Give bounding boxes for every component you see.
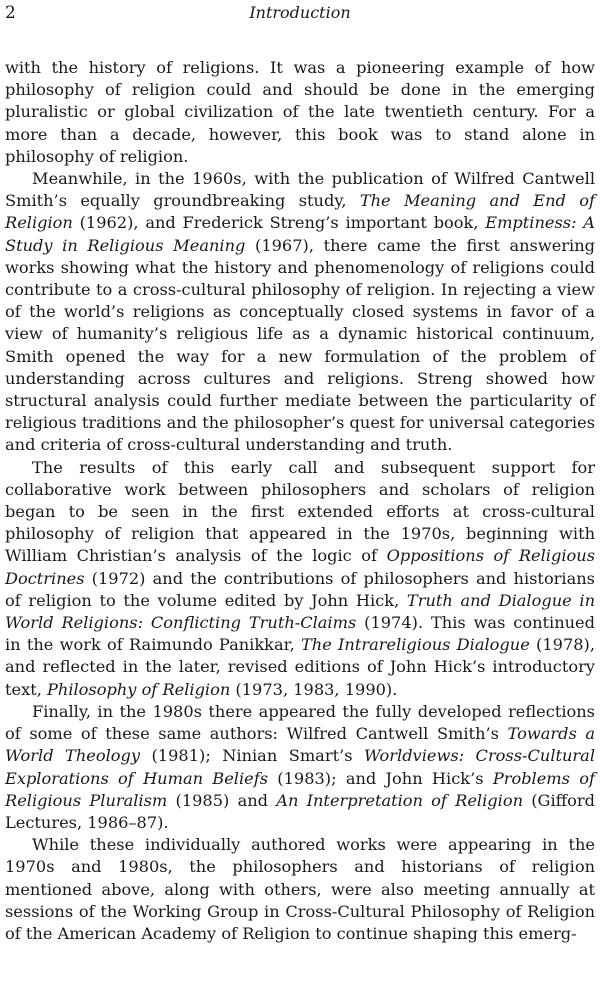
work-title: Oppositions of Religious Doctrines [5, 546, 595, 588]
paragraph [5, 168, 595, 457]
text-run: with the history of religions. It was a pioneering example of how philosophy of religion could and should be done in the emerging pluralistic or global civilization of the late twentieth century. For a more than a decade, however, this book was to stand alone in philosophy of religion. [5, 58, 595, 166]
text-run: While these individually authored works were appearing in the 1970s and 1980s, the philosophers and historians of religion mentioned above, along with others, were also meeting annually at sessions of the Working Group in Cross-Cultural Philosophy of Religion of the American Academy of Religion to continue shaping this emerg- [5, 835, 595, 943]
work-title: The Meaning and End of Religion [5, 191, 595, 233]
text-run: (1983); and John Hick’s [268, 768, 493, 788]
work-title: An Interpretation of Religion [276, 790, 523, 810]
paragraph [5, 57, 595, 168]
text-run: (1985) and [167, 790, 277, 810]
work-title: Emptiness: A Study in Religious Meaning [5, 213, 595, 255]
running-head: Introduction [249, 3, 351, 22]
text-run: (1981); Ninian Smart’s [140, 746, 364, 766]
paragraph [5, 457, 595, 701]
work-title: Truth and Dialogue in World Religions: Conflicting Truth-Claims [5, 590, 595, 633]
paragraph [5, 701, 595, 834]
text-run: (1978), and reflected in the later, revised editions of John Hick’s introductory text, [5, 635, 596, 699]
text-run: (Gifford Lectures, 1986–87). [5, 790, 596, 832]
page-header [5, 2, 595, 26]
body-text [5, 57, 595, 945]
work-title: Philosophy of Religion [47, 679, 231, 699]
work-title: Towards a World Theology [5, 724, 595, 766]
text-run: (1962), and Frederick Streng’s important book, [72, 213, 486, 233]
text-run: (1973, 1983, 1990). [230, 679, 398, 699]
text-run: Finally, in the 1980s there appeared the fully developed reflections of some of these same authors: Wilfred Cantwell Smith’s [5, 701, 595, 744]
work-title: Problems of Religious Pluralism [5, 768, 595, 810]
text-run: The results of this early call and subsequent support for collaborative work between philosophers and scholars of religion began to be seen in the first extended efforts at cross-cultural philosophy of religion that appeared in the 1970s, beginning with William Christian’s analysis of the logic of [5, 457, 595, 566]
text-run: (1967), there came the first answering works showing what the history and phenomenology of religions could contribute to a cross-cultural philosophy of religion. In rejecting a view of the world’s religions as conceptually closed systems in favor of a view of humanity’s religious life as a dynamic historical continuum, Smith opened the way for a new formulation of the problem of understanding across cultures and religions. Streng showed how structural analysis could further mediate between the particularity of religious traditions and the philosopher’s quest for universal categories and criteria of cross-cultural understanding and truth. [5, 235, 596, 455]
paragraph [5, 834, 595, 945]
text-run: (1972) and the contributions of philosophers and historians of religion to the volume edited by John Hick, [5, 568, 595, 610]
work-title: The Intrareligious Dialogue [300, 635, 530, 655]
page-number: 2 [5, 3, 16, 23]
text-run: (1974). This was continued in the work of Raimundo Panikkar, [5, 613, 595, 655]
work-title: Worldviews: Cross-Cultural Explorations of Human Beliefs [5, 746, 595, 788]
text-run: Meanwhile, in the 1960s, with the publication of Wilfred Cantwell Smith’s equally groundbreaking study, [5, 169, 595, 211]
